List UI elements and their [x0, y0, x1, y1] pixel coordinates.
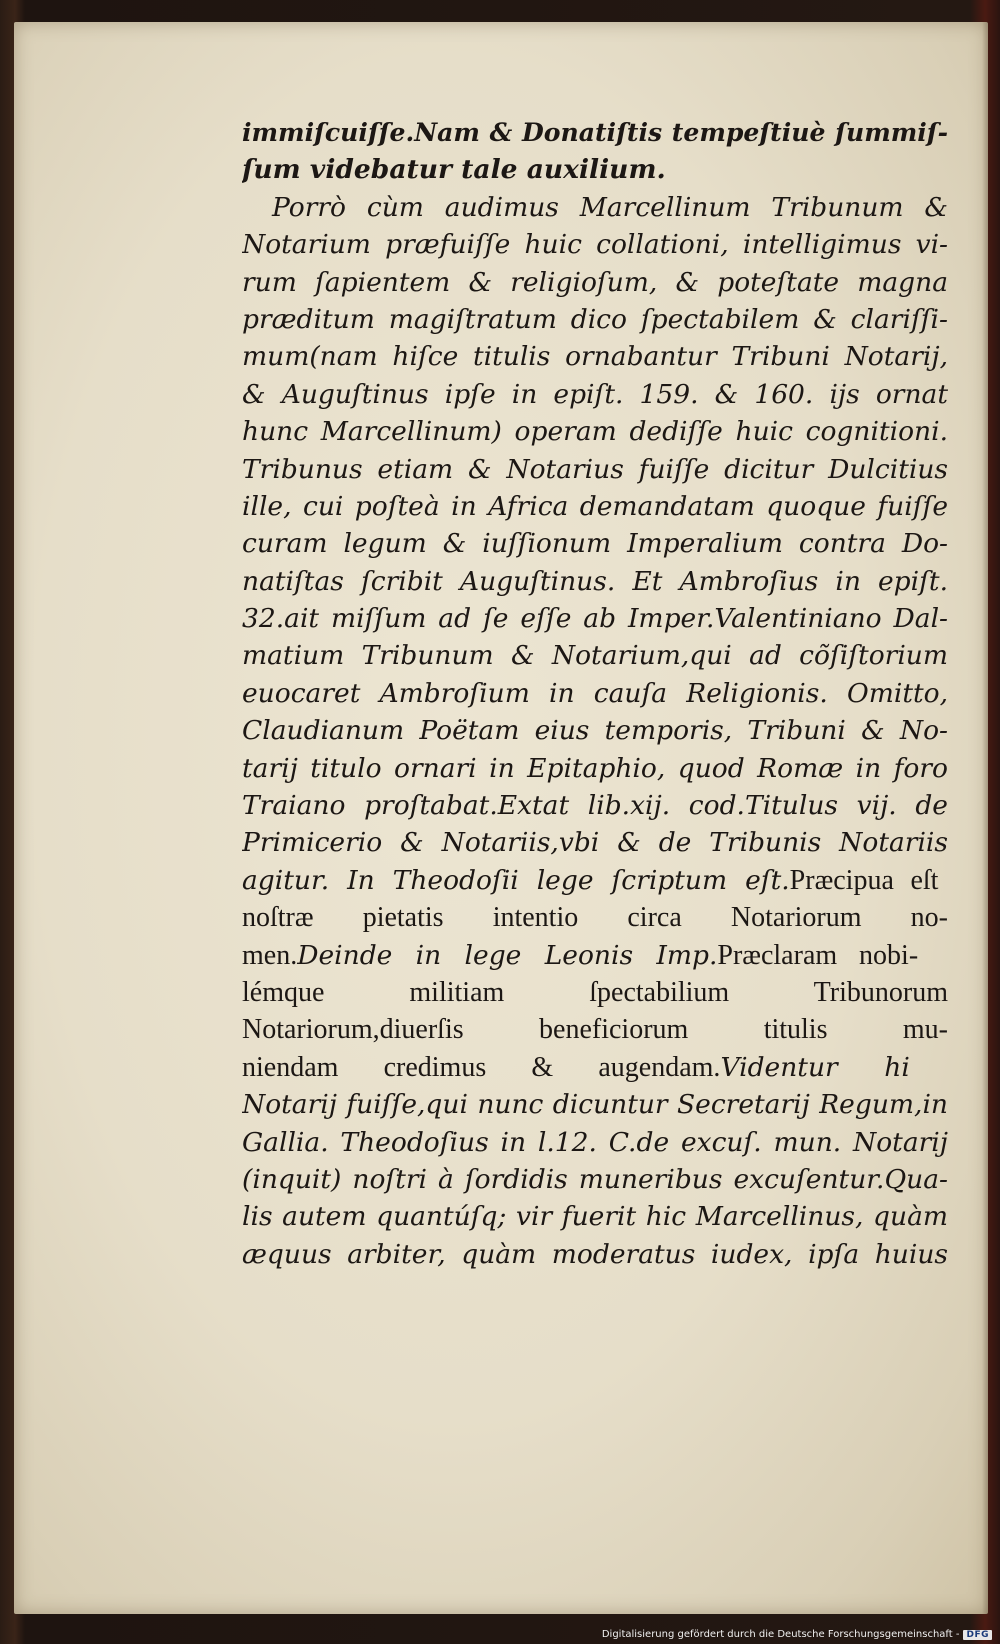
text-segment: noſtræ pietatis intentio circa Notariorum no-	[242, 902, 948, 934]
text-segment: rum ſapientem & religioſum, & poteſtate magna	[242, 266, 948, 298]
text-segment: Notariorum,diuerſis beneficiorum titulis mu-	[242, 1014, 948, 1046]
text-line	[242, 413, 948, 450]
text-line	[242, 937, 948, 974]
text-segment: agitur. In Theodoſii lege ſcriptum eſt.	[242, 864, 790, 896]
page-edge-shadow	[982, 22, 988, 1614]
text-line	[242, 1086, 948, 1123]
text-segment: præditum magiſtratum dico ſpectabilem & clariſſi-	[242, 303, 948, 335]
text-segment: (inquit) noſtri à ſordidis muneribus excuſentur.Qua-	[242, 1163, 948, 1195]
text-segment: Præcipua eſt	[789, 864, 939, 896]
text-segment: euocaret Ambroſium in cauſa Religionis. Omitto,	[242, 677, 948, 709]
text-segment: 32.ait miſſum ad ſe eſſe ab Imper.Valentiniano Dal-	[242, 603, 948, 635]
text-segment: lémque militiam ſpectabilium Tribunorum	[242, 976, 948, 1008]
text-segment: matium Tribunum & Notarium,qui ad cõſiſtorium	[242, 640, 948, 672]
text-segment: curam legum & iuſſionum Imperalium contra Do-	[242, 528, 948, 560]
text-line	[242, 974, 948, 1011]
digitization-credit	[602, 1629, 992, 1640]
text-segment: Gallia. Theodoſius in l.12. C.de excuſ. mun. Notarij	[242, 1126, 948, 1158]
text-segment: mum(nam hiſce titulis ornabantur Tribuni Notarij,	[242, 341, 948, 373]
text-line	[242, 1161, 948, 1198]
text-line	[242, 151, 948, 188]
text-segment: Tribunus etiam & Notarius fuiſſe dicitur Dulcitius	[242, 453, 948, 485]
dfg-logo: DFG	[963, 1630, 992, 1640]
text-line	[242, 114, 948, 151]
text-line	[242, 1124, 948, 1161]
text-line	[242, 1198, 948, 1235]
text-segment: natiſtas ſcribit Auguſtinus. Et Ambroſius in epiſt.	[242, 565, 948, 597]
text-segment: Traiano proſtabat.Extat lib.xij. cod.Titulus vij. de	[242, 790, 948, 822]
text-line	[242, 787, 948, 824]
text-line	[242, 525, 948, 562]
text-line	[242, 189, 948, 226]
text-segment: Præclaram nobi-	[717, 939, 919, 971]
text-line	[242, 824, 948, 861]
text-line	[242, 862, 948, 899]
text-line	[242, 750, 948, 787]
text-segment: Deinde in lege Leonis Imp.	[297, 939, 718, 971]
text-segment: men.	[242, 939, 298, 971]
text-segment: immiſcuiſſe.Nam & Donatiſtis tempeſtiuè ſummiſ-	[242, 117, 948, 147]
text-line	[242, 1236, 948, 1273]
credit-text: Digitalisierung gefördert durch die Deutsche Forschungsgemeinschaft -	[601, 1629, 960, 1640]
text-segment: niendam credimus & augendam.	[242, 1051, 721, 1083]
text-segment: hunc Marcellinum) operam dediſſe huic cognitioni.	[242, 416, 948, 448]
text-line	[242, 488, 948, 525]
text-segment: lis autem quantúſq; vir fuerit hic Marcellinus, quàm	[242, 1201, 948, 1233]
text-line	[242, 675, 948, 712]
page-text-block	[242, 114, 948, 1273]
text-segment: Porrò cùm audimus Marcellinum Tribunum &	[272, 191, 948, 223]
text-line	[242, 712, 948, 749]
text-segment: æquus arbiter, quàm moderatus iudex, ipſa huius	[242, 1238, 948, 1270]
text-segment: & Auguſtinus ipſe in epiſt. 159. & 160. ijs ornat	[242, 378, 948, 410]
text-line	[242, 264, 948, 301]
text-line	[242, 600, 948, 637]
text-segment: tarij titulo ornari in Epitaphio, quod Romæ in foro	[242, 752, 948, 784]
text-segment: Videntur hi	[720, 1051, 910, 1083]
text-segment: Notarium præfuiſſe huic collationi, intelligimus vi-	[242, 229, 948, 261]
text-line	[242, 301, 948, 338]
text-segment: ſum videbatur tale auxilium.	[242, 154, 666, 186]
text-line	[242, 637, 948, 674]
text-segment: Notarij fuiſſe,qui nunc dicuntur Secretarij Regum,in	[242, 1089, 948, 1121]
text-segment: ille, cui poſteà in Africa demandatam quoque fuiſſe	[242, 490, 948, 522]
text-line	[242, 451, 948, 488]
text-segment: Primicerio & Notariis,vbi & de Tribunis Notariis	[242, 827, 948, 859]
text-line	[242, 899, 948, 936]
book-page	[14, 22, 988, 1614]
text-line	[242, 1049, 948, 1086]
text-line	[242, 226, 948, 263]
text-line	[242, 1011, 948, 1048]
text-line	[242, 338, 948, 375]
text-segment: Claudianum Poëtam eius temporis, Tribuni & No-	[242, 715, 948, 747]
text-line	[242, 563, 948, 600]
text-line	[242, 376, 948, 413]
